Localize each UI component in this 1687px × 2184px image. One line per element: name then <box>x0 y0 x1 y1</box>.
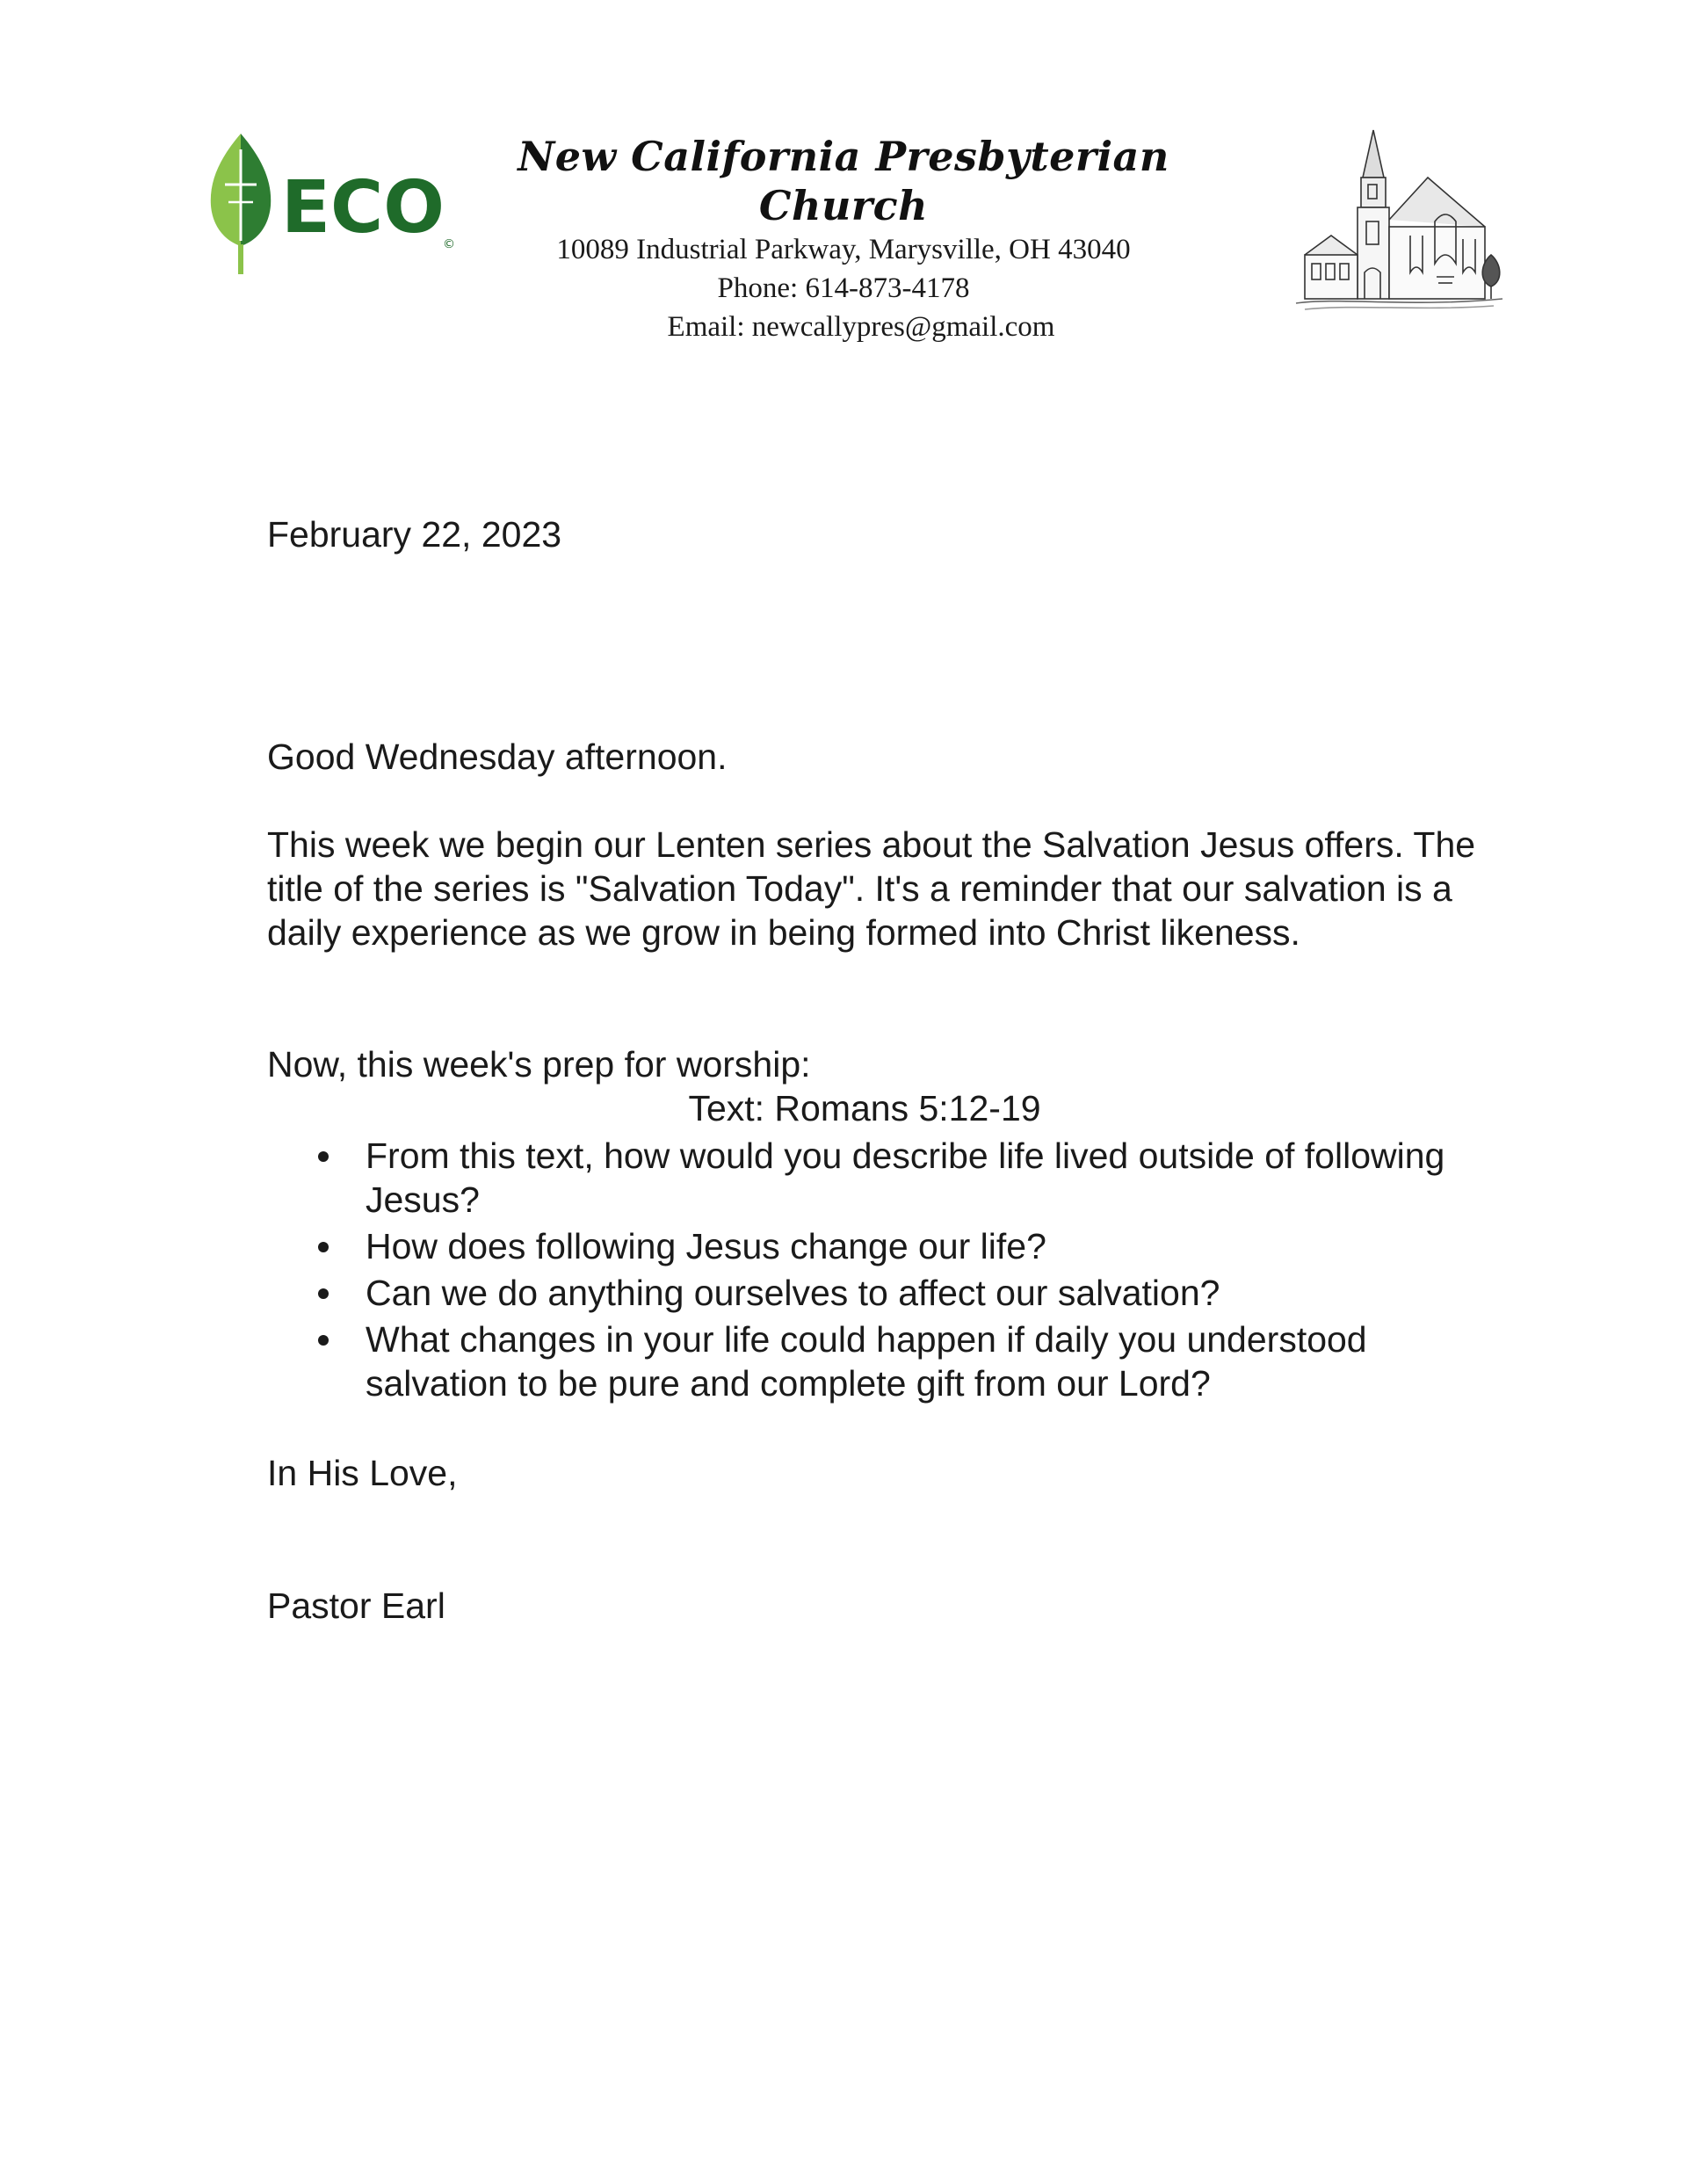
letter-greeting: Good Wednesday afternoon. <box>267 736 728 777</box>
church-phone: Phone: 614-873-4178 <box>717 272 970 304</box>
eco-logo-mark: © <box>443 237 455 251</box>
church-name: New California Presbyterian Church <box>518 133 1169 229</box>
scripture-reference: Text: Romans 5:12-19 <box>688 1088 1041 1128</box>
letterhead <box>492 132 1195 346</box>
church-address: 10089 Industrial Parkway, Marysville, OH 43040 <box>556 234 1131 265</box>
church-email: Email: newcallypres@gmail.com <box>667 311 1055 343</box>
study-question: From this text, how would you describe life lived outside of following Jesus? <box>267 1134 1480 1222</box>
study-question: Can we do anything ourselves to affect our salvation? <box>267 1271 1480 1315</box>
church-building-icon <box>1287 123 1511 321</box>
eco-logo-text: ECO <box>281 166 445 250</box>
worship-prep-heading: Now, this week's prep for worship: <box>267 1044 811 1085</box>
study-question: What changes in your life could happen if daily you understood salvation to be pure and complete gift from our Lord? <box>267 1317 1480 1405</box>
study-questions <box>267 1134 1480 1408</box>
church-drawing <box>1287 123 1511 321</box>
eco-logo <box>204 128 467 278</box>
letter-closing: In His Love, <box>267 1453 458 1493</box>
letter-date: February 22, 2023 <box>267 514 562 555</box>
letter-intro: This week we begin our Lenten series about the Salvation Jesus offers. The title of the series is "Salvation Today". It's a reminder that our salvation is a daily experience as we grow in being formed into Christ likeness. <box>267 824 1476 953</box>
letter-signature: Pastor Earl <box>267 1585 445 1626</box>
eco-leaf-logo-icon <box>204 128 467 278</box>
study-question: How does following Jesus change our life? <box>267 1224 1480 1268</box>
